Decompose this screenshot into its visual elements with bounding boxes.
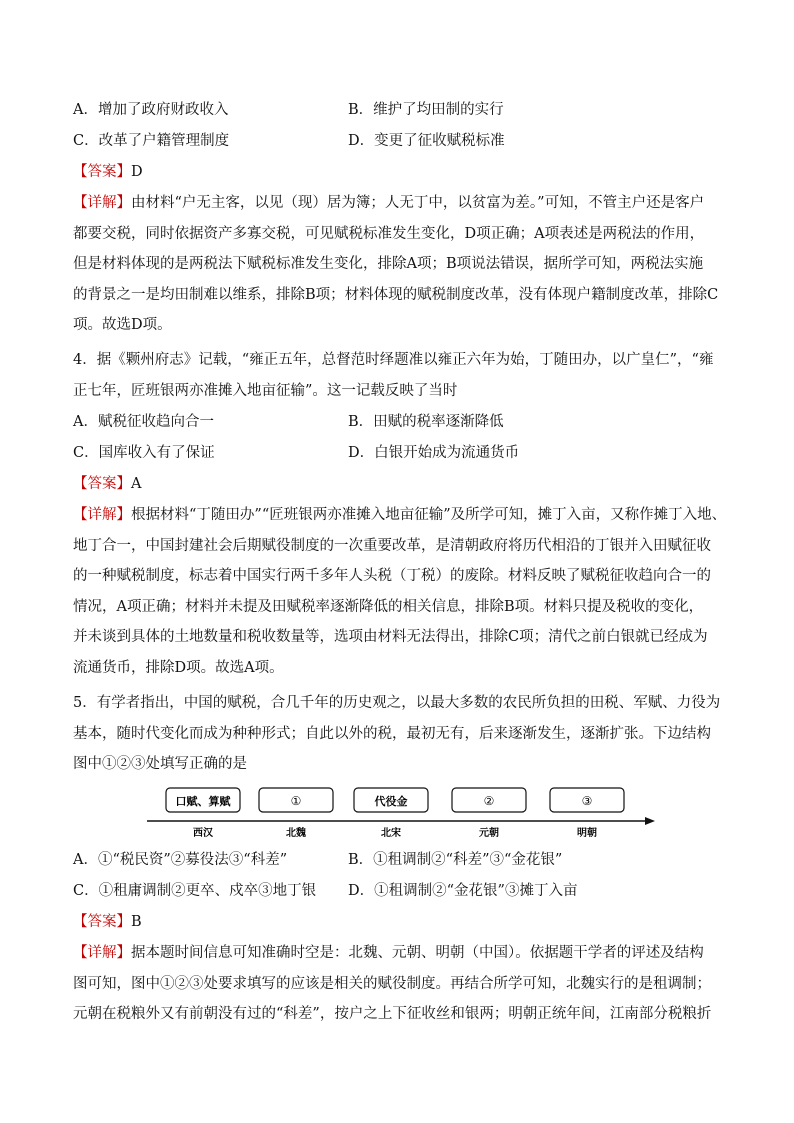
era-label: 北魏 (286, 828, 306, 839)
svg-text:①: ① (290, 794, 302, 808)
svg-text:②: ② (483, 794, 495, 808)
diagram-box-5 (550, 788, 624, 812)
detail-tag: 【详解】 (73, 507, 131, 523)
svg-text:代役金: 代役金 (374, 795, 408, 808)
detail-line: 但是材料体现的是两税法下赋税标准发生变化，排除A项；B项说法错误，据所学可知，两税法实施 (73, 256, 704, 273)
answer-tag: 【答案】 (73, 164, 131, 180)
q5-option-a: A．①“税民资”②募役法③“科差” (73, 852, 288, 868)
q5-option-b: B．①租调制②“科差”③“金花银” (348, 852, 563, 868)
stem-line: 基本，随时代变化而成为种种形式；自此以外的税，最初无有，后来逐渐发生，逐渐扩张。下边结构 (73, 725, 711, 742)
detail-line: 的背景之一是均田制难以维系，排除B项；材料体现的赋税制度改革，没有体现户籍制度改革，排除C (73, 286, 719, 303)
q5-stem (73, 688, 725, 780)
stem-line: 4．据《颗州府志》记载，“雍正五年，总督范时绎题准以雍正六年为始，丁随田办，以广皇仁”，“雍 (73, 352, 714, 368)
q3-option-a: A．增加了政府财政收入 (73, 102, 229, 118)
q4-detail (73, 500, 725, 684)
q4-answer (73, 474, 141, 494)
stem-line: 5．有学者指出，中国的赋税，合几千年的历史观之，以最大多数的农民所负担的田税、军赋、力役为 (73, 695, 721, 711)
era-label: 元朝 (479, 828, 499, 839)
timeline-arrow-icon (645, 817, 655, 825)
q4-option-d: D．白银开始成为流通货币 (348, 445, 520, 461)
q5-detail (73, 938, 725, 1030)
stem-line: 正七年，匠班银两亦准摊入地亩征输”。这一记载反映了当时 (73, 382, 458, 399)
q4-stem (73, 345, 725, 406)
detail-line: 【详解】由材料“户无主客，以见（现）居为簿；人无丁中，以贫富为差。”可知，不管主户还是客户 (73, 195, 705, 211)
stem-line: 图中①②③处填写正确的是 (73, 756, 247, 773)
era-label: 北宋 (381, 828, 401, 839)
detail-line: 都要交税，同时依据资产多寡交税，可见赋税标准发生变化，D项正确；A项表述是两税法的作用， (73, 225, 705, 242)
detail-line: 流通货币，排除D项。故选A项。 (73, 659, 284, 676)
detail-line: 地丁合一，中国封建社会后期赋役制度的一次重要改革，是清朝政府将历代相沿的丁银并入田赋征收 (73, 537, 711, 554)
q3-option-d: D．变更了征收赋税标准 (348, 133, 505, 149)
answer-tag: 【答案】 (73, 476, 131, 492)
q5-option-d: D．①租调制②“金花银”③摊丁入亩 (348, 883, 578, 899)
svg-text:③: ③ (581, 794, 593, 808)
q3-answer (73, 162, 143, 182)
q5-answer (73, 912, 142, 932)
answer-value: D (131, 164, 143, 180)
structure-diagram (145, 784, 657, 840)
answer-value: B (131, 914, 142, 930)
detail-line: 【详解】据本题时间信息可知准确时空是：北魏、元朝、明朝（中国）。依据题干学者的评述及结构 (73, 945, 704, 961)
diagram-box-2 (259, 788, 333, 812)
detail-tag: 【详解】 (73, 195, 131, 211)
detail-line: 元朝在税粮外又有前朝没有过的“科差”，按户之上下征收丝和银两；明朝正统年间，江南部分税粮折 (73, 1006, 712, 1023)
era-label: 明朝 (577, 828, 597, 839)
detail-line: 图可知，图中①②③处要求填写的应该是相关的赋役制度。再结合所学可知，北魏实行的是租调制； (73, 975, 711, 992)
diagram-box-1 (166, 788, 240, 812)
detail-line: 并未谈到具体的土地数量和税收数量等，选项由材料无法得出，排除C项；清代之前白银就已经成为 (73, 629, 708, 646)
answer-tag: 【答案】 (73, 914, 131, 930)
q3-detail (73, 188, 725, 341)
detail-line: 情况，A项正确；材料并未提及田赋税率逐渐降低的相关信息，排除B项。材料只提及税收的变化， (73, 598, 704, 615)
diagram-box-4 (452, 788, 526, 812)
q5-option-c: C．①租庸调制②更卒、戍卒③地丁银 (73, 883, 317, 899)
era-label: 西汉 (193, 828, 213, 839)
q4-option-a: A．赋税征收趋向合一 (73, 414, 214, 430)
detail-line: 【详解】根据材料“丁随田办”“匠班银两亦准摊入地亩征输”及所学可知，摊丁入亩，又称作摊丁入地、 (73, 507, 727, 523)
q3-option-b: B．维护了均田制的实行 (348, 102, 504, 118)
answer-value: A (131, 476, 142, 492)
q4-option-c: C．国库收入有了保证 (73, 445, 215, 461)
detail-tag: 【详解】 (73, 945, 131, 961)
detail-line: 的一种赋税制度，标志着中国实行两千多年人头税（丁税）的废除。材料反映了赋税征收趋向合一的 (73, 568, 711, 585)
q4-option-b: B．田赋的税率逐渐降低 (348, 414, 504, 430)
detail-line: 项。故选D项。 (73, 317, 172, 334)
q3-option-c: C．改革了户籍管理制度 (73, 133, 230, 149)
diagram-box-3 (354, 788, 428, 812)
svg-text:口赋、算赋: 口赋、算赋 (175, 795, 231, 808)
